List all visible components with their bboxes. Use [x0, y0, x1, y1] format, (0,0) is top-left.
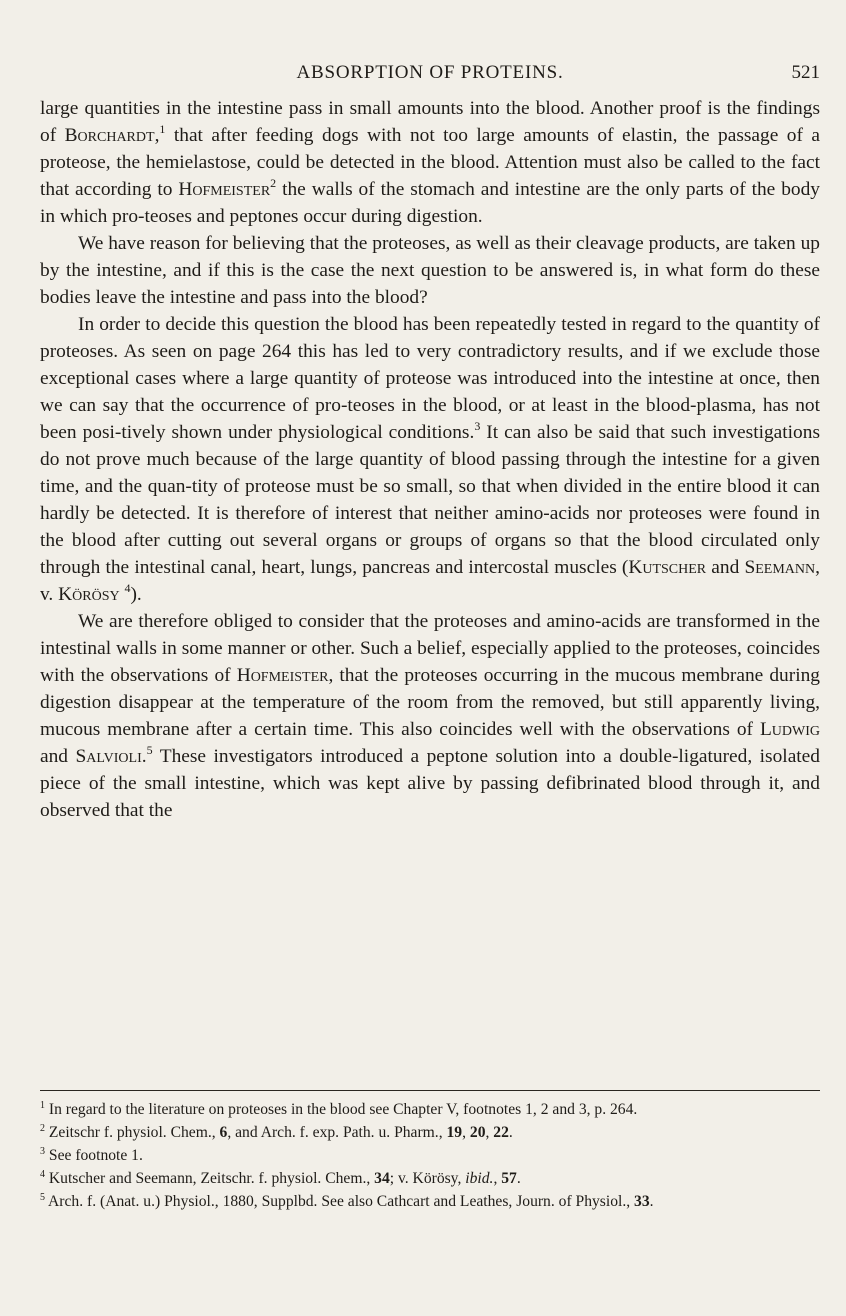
footnote-mark: 4	[40, 1169, 45, 1180]
footnote-text: ; v. Körösy,	[389, 1170, 466, 1187]
text-run: In order to decide this question the blood has been repeatedly tested in regard to the quantity of proteoses. As seen on page 264 this has led to very contradictory results, and if we exclude those exceptional cases where a large quantity of proteose was introduced into the intestine at once, then we can say that the occurrence of pro-teoses in the blood, or at least in the blood-plasma, has not been posi-tively shown under physiological conditions.	[40, 314, 820, 443]
footnote-text: .	[649, 1193, 654, 1210]
footnote-ref: 3	[474, 419, 481, 433]
body-text	[40, 95, 820, 824]
footnote-text: ,	[485, 1124, 494, 1141]
footnote-text: .	[516, 1170, 521, 1187]
author-name: Borchardt	[64, 125, 155, 146]
footnote-text: In regard to the literature on proteoses in the blood see Chapter V, footnotes 1, 2 and 3, p. 264.	[48, 1101, 638, 1118]
footnote-ref: 1	[159, 122, 166, 136]
footnote-text: Kutscher and Seemann, Zeitschr. f. physiol. Chem.,	[48, 1170, 375, 1187]
author-name: Ludwig	[759, 719, 820, 740]
footnote-text: 57	[501, 1170, 517, 1187]
footnote-mark: 1	[40, 1100, 45, 1111]
paragraph-3	[40, 311, 820, 608]
footnote-5	[40, 1190, 820, 1213]
footnote-4	[40, 1167, 820, 1190]
footnote-text: ,	[493, 1170, 502, 1187]
author-name: Hofmeister	[236, 665, 329, 686]
text-run: We are therefore obliged to consider that the proteoses and amino-acids are transformed in the intestinal walls in some manner or other. Such a belief, especially applied to the proteoses, coincides with the observations of	[40, 611, 820, 686]
footnote-mark: 3	[40, 1146, 45, 1157]
text-run: the walls of the stomach and intestine are the only parts of the body in which pro-teoses and peptones occur during digestion.	[40, 179, 820, 227]
paragraph-1: large quantities in the intestine pass in small amounts into the blood. Another proof is the findings of Borchardt,$^1$ that after feeding dogs with not too large amounts of elastin, the passage of a proteose, the hemielastose, could be detected in the blood. Attention must also be called to the fact that according to Hofmeister$^2$ the walls of the stomach and intestine are the only parts of the body in which pro-teoses and peptones occur during digestion.	[40, 98, 820, 227]
running-title: ABSORPTION OF PROTEINS.	[296, 62, 564, 83]
footnote-ref: 4	[124, 581, 131, 595]
author-name: Salvioli	[75, 746, 142, 767]
text-run: ).	[130, 584, 142, 605]
paragraph-2: We have reason for believing that the proteoses, as well as their cleavage products, are taken up by the intestine, and if this is the case the next question to be answered is, in what form do these bodies leave the intestine and pass into the blood?	[40, 233, 820, 308]
author-name: Seemann	[744, 557, 816, 578]
text-run: and	[40, 746, 76, 767]
author-name: Hofmeister	[178, 179, 271, 200]
page-number: 521	[791, 62, 820, 83]
author-name: Kutscher	[628, 557, 707, 578]
footnote-text: 22	[493, 1124, 509, 1141]
footnotes	[40, 1098, 820, 1213]
footnote-text: 20	[469, 1124, 486, 1141]
footnote-2	[40, 1121, 820, 1144]
footnote-text: See footnote 1.	[48, 1147, 143, 1164]
footnote-1	[40, 1098, 820, 1121]
footnote-text: 33	[634, 1193, 650, 1210]
footnote-text: , and Arch. f. exp. Path. u. Pharm.,	[227, 1124, 447, 1141]
footnote-ref: 2	[270, 176, 277, 190]
text-run: large quantities in the intestine pass in small amounts into the blood. Another proof is the findings of	[40, 98, 820, 146]
page-header	[40, 58, 820, 88]
text-run: and	[706, 557, 745, 578]
footnote-ref: 5	[146, 743, 153, 757]
text-run: , that the proteoses occurring in the mucous membrane during digestion disappear at the temperature of the room from the removed, but still apparently living, mucous membrane after a certain time. This also coincides well with the observations of	[40, 665, 820, 740]
footnote-text: 34	[374, 1170, 390, 1187]
footnote-mark: 5	[40, 1192, 45, 1203]
footnote-divider	[40, 1090, 820, 1091]
footnote-3	[40, 1144, 820, 1167]
footnote-text: .	[508, 1124, 513, 1141]
paragraph-4: We are therefore obliged to consider that the proteoses and amino-acids are transformed in the intestinal walls in some manner or other. Such a belief, especially applied to the proteoses, coincides with the observations of Hofmeister, that the proteoses occurring in the mucous membrane during digestion disappear at the temperature of the room from the removed, but still apparently living, mucous membrane after a certain time. This also coincides well with the observations of Ludwig and Salvioli.$^5$ These investigators introduced a peptone solution into a double-ligatured, isolated piece of the small intestine, which was kept alive by passing defibrinated blood through it, and observed that the	[40, 611, 820, 821]
author-name: Körösy	[58, 584, 120, 605]
text-run: , v.	[40, 557, 820, 605]
footnote-text: ,	[462, 1124, 470, 1141]
text-run: These investigators introduced a peptone solution into a double-ligatured, isolated piece of the small intestine, which was kept alive by passing defibrinated blood through it, and observed that the	[40, 746, 820, 821]
footnote-text: Zeitschr f. physiol. Chem.,	[48, 1124, 220, 1141]
footnote-text: Arch. f. (Anat. u.) Physiol., 1880, Supplbd. See also Cathcart and Leathes, Journ. of Physiol.,	[48, 1193, 635, 1210]
footnote-text: 19	[446, 1124, 463, 1141]
text-run: It can also be said that such investigations do not prove much because of the large quantity of blood passing through the intestine for a given time, and the quan-tity of proteose must be so small, so that when divided in the entire blood it can hardly be detected. It is therefore of interest that neither amino-acids nor proteoses were found in the blood after cutting out several organs or groups of organs so that the blood circulated only through the intestinal canal, heart, lungs, pancreas and intercostal muscles (	[40, 422, 820, 578]
footnote-mark: 2	[40, 1123, 45, 1134]
footnote-text: 6	[219, 1124, 228, 1141]
footnote-text: ibid.	[465, 1170, 494, 1187]
text-run: that after feeding dogs with not too large amounts of elastin, the passage of a proteose, the hemielastose, could be detected in the blood. Attention must also be called to the fact that according to	[40, 125, 820, 200]
